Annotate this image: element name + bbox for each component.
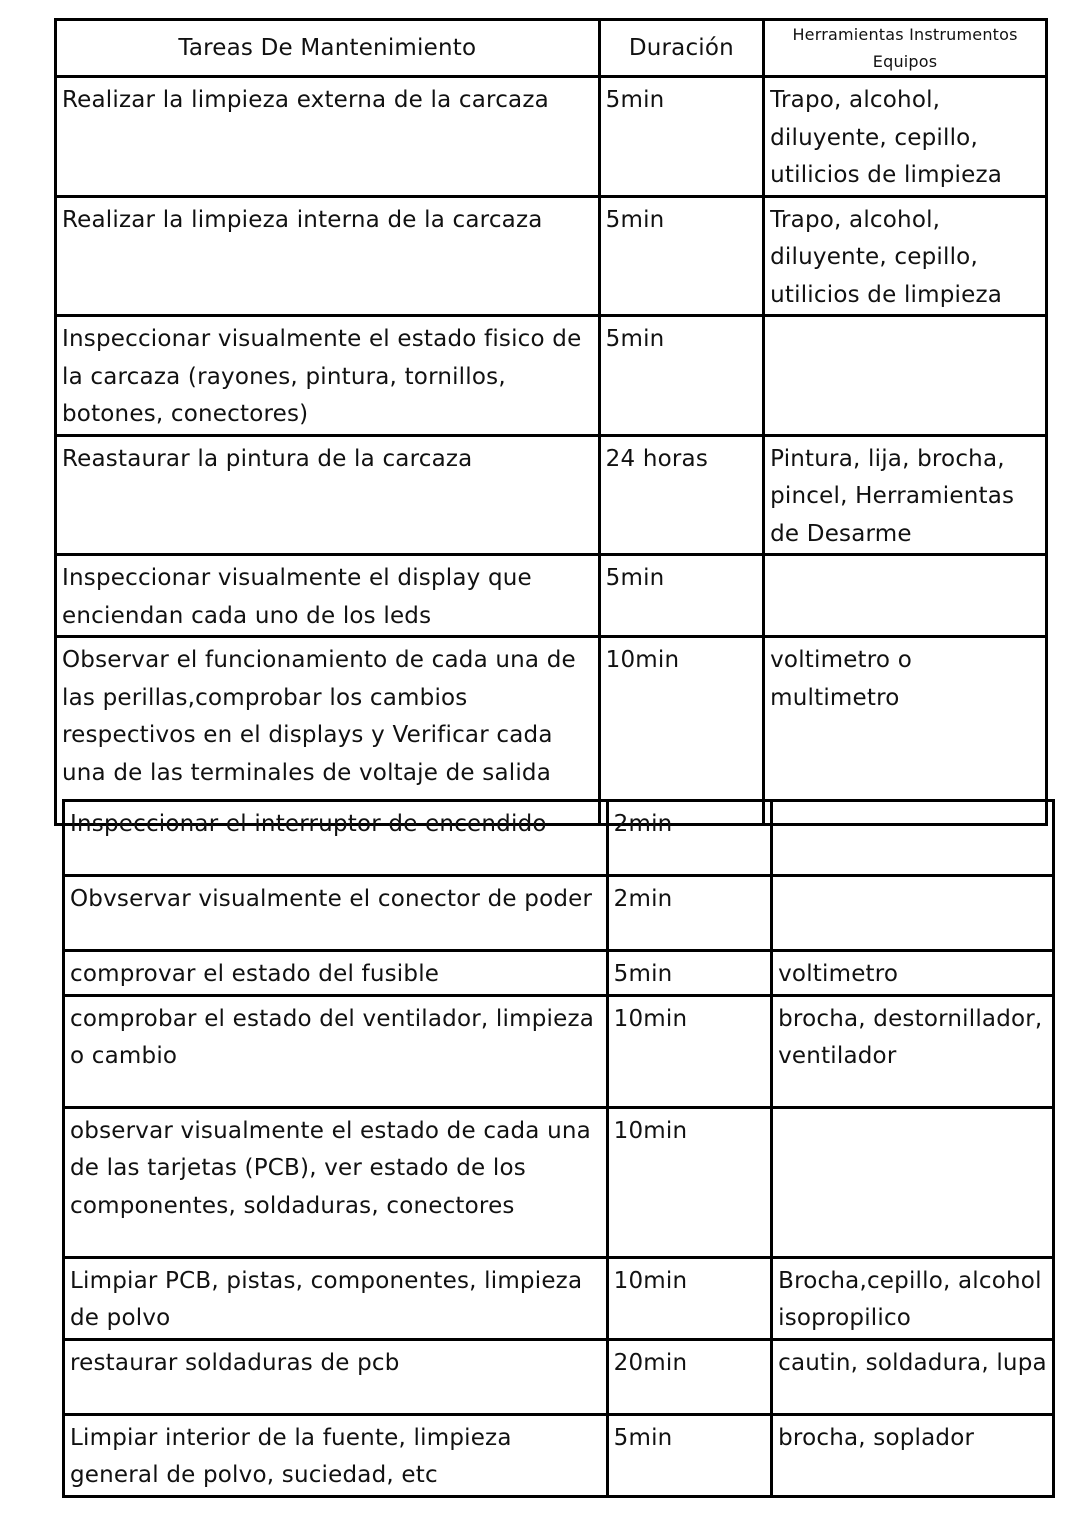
duration-cell: 24 horas — [599, 435, 763, 555]
duration-cell: 5min — [599, 555, 763, 637]
task-cell: Realizar la limpieza externa de la carcaza — [56, 77, 600, 197]
tools-cell: cautin, soldadura, lupa — [772, 1339, 1054, 1414]
duration-cell: 10min — [607, 995, 771, 1107]
table-row — [64, 801, 1054, 876]
task-cell: Realizar la limpieza interna de la carcaza — [56, 196, 600, 316]
maintenance-table-2 — [62, 799, 1055, 1498]
task-cell: Inspeccionar visualmente el display que enciendan cada uno de los leds — [56, 555, 600, 637]
header-tools-line1: Herramientas Instrumentos — [792, 25, 1018, 44]
table-row — [64, 1414, 1054, 1496]
header-tools — [764, 20, 1047, 77]
tools-cell: Trapo, alcohol, diluyente, cepillo, utilicios de limpieza — [764, 77, 1047, 197]
task-cell: Obvservar visualmente el conector de poder — [64, 876, 608, 951]
table-row — [64, 876, 1054, 951]
table-row — [56, 435, 1047, 555]
table-row — [64, 1107, 1054, 1257]
table-header-row — [56, 20, 1047, 77]
table-row — [56, 637, 1047, 825]
tools-cell: voltimetro o multimetro — [764, 637, 1047, 825]
duration-cell: 2min — [607, 801, 771, 876]
tools-cell: Pintura, lija, brocha, pincel, Herramientas de Desarme — [764, 435, 1047, 555]
tools-cell — [772, 1107, 1054, 1257]
table-row — [64, 951, 1054, 996]
tools-cell — [772, 801, 1054, 876]
tools-cell: Brocha,cepillo, alcohol isopropilico — [772, 1257, 1054, 1339]
tools-cell — [772, 876, 1054, 951]
header-task: Tareas De Mantenimiento — [56, 20, 600, 77]
header-tools-line2: Equipos — [872, 52, 938, 71]
task-cell: comprobar el estado del ventilador, limpieza o cambio — [64, 995, 608, 1107]
tools-cell: voltimetro — [772, 951, 1054, 996]
tools-cell: Trapo, alcohol, diluyente, cepillo, utilicios de limpieza — [764, 196, 1047, 316]
tools-cell: brocha, destornillador, ventilador — [772, 995, 1054, 1107]
table-row — [56, 77, 1047, 197]
table-row — [56, 196, 1047, 316]
tools-cell: brocha, soplador — [772, 1414, 1054, 1496]
table-row — [56, 555, 1047, 637]
task-cell: Inspeccionar el interruptor de encendido — [64, 801, 608, 876]
tools-cell — [764, 555, 1047, 637]
task-cell: comprovar el estado del fusible — [64, 951, 608, 996]
task-cell: Reastaurar la pintura de la carcaza — [56, 435, 600, 555]
duration-cell: 5min — [599, 316, 763, 436]
duration-cell: 10min — [607, 1257, 771, 1339]
tools-cell — [764, 316, 1047, 436]
duration-cell: 10min — [599, 637, 763, 825]
duration-cell: 5min — [599, 77, 763, 197]
task-cell: Observar el funcionamiento de cada una de las perillas,comprobar los cambios respectivos en el displays y Verificar cada una de las terminales de voltaje de salida — [56, 637, 600, 825]
table-row — [64, 1339, 1054, 1414]
task-cell: Limpiar PCB, pistas, componentes, limpieza de polvo — [64, 1257, 608, 1339]
table-row — [64, 995, 1054, 1107]
task-cell: restaurar soldaduras de pcb — [64, 1339, 608, 1414]
task-cell: Limpiar interior de la fuente, limpieza general de polvo, suciedad, etc — [64, 1414, 608, 1496]
duration-cell: 5min — [607, 951, 771, 996]
duration-cell: 5min — [599, 196, 763, 316]
duration-cell: 20min — [607, 1339, 771, 1414]
duration-cell: 5min — [607, 1414, 771, 1496]
duration-cell: 10min — [607, 1107, 771, 1257]
task-cell: observar visualmente el estado de cada una de las tarjetas (PCB), ver estado de los componentes, soldaduras, conectores — [64, 1107, 608, 1257]
table-row — [64, 1257, 1054, 1339]
task-cell: Inspeccionar visualmente el estado fisico de la carcaza (rayones, pintura, tornillos, botones, conectores) — [56, 316, 600, 436]
table-row — [56, 316, 1047, 436]
maintenance-table-1 — [54, 18, 1048, 826]
duration-cell: 2min — [607, 876, 771, 951]
header-duration: Duración — [599, 20, 763, 77]
